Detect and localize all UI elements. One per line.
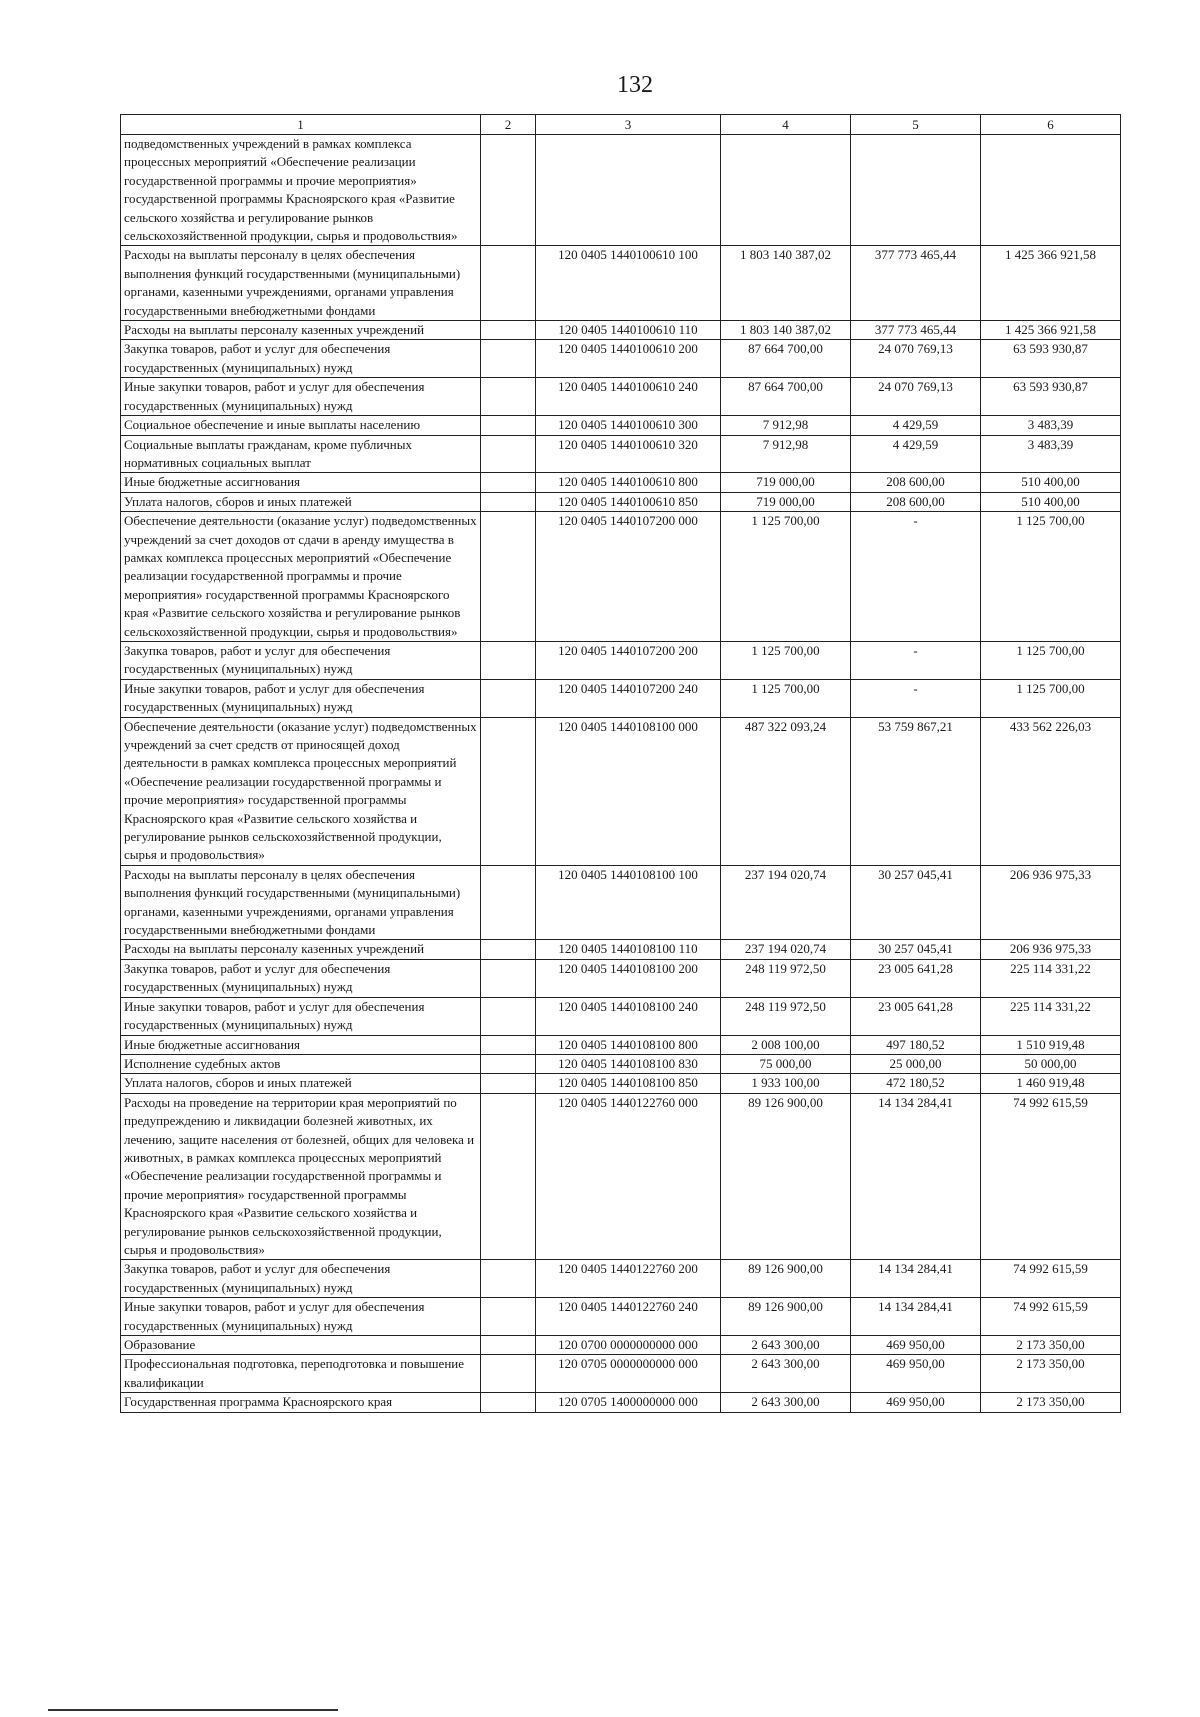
column-5-amount-cell: - (851, 641, 981, 679)
budget-code-cell: 120 0405 1440100610 200 (536, 340, 721, 378)
column-6-amount-cell: 2 173 350,00 (981, 1393, 1121, 1412)
column-4-amount-cell: 237 194 020,74 (721, 865, 851, 940)
table-row (121, 246, 1121, 321)
column-header-1: 1 (121, 115, 481, 135)
column-header-6: 6 (981, 115, 1121, 135)
page-number: 132 (617, 72, 653, 98)
budget-code-cell: 120 0405 1440100610 240 (536, 378, 721, 416)
expense-name-cell: Обеспечение деятельности (оказание услуг) подведомственных учреждений за счет средств от приносящей доход деятельности в рамках комплекса процессных мероприятий «Обеспечение реализации государственной программы и прочие мероприятия» государственной программы Красноярского края «Развитие сельского хозяйства и регулирование рынков сельскохозяйственной продукции, сырья и продовольствия» (121, 717, 481, 865)
budget-code-cell: 120 0405 1440108100 850 (536, 1074, 721, 1093)
column-5-amount-cell: 208 600,00 (851, 473, 981, 492)
column-4-amount-cell: 7 912,98 (721, 435, 851, 473)
column-5-amount-cell: 472 180,52 (851, 1074, 981, 1093)
expense-name-cell: Образование (121, 1336, 481, 1355)
budget-code-cell: 120 0405 1440100610 850 (536, 492, 721, 511)
column-6-amount-cell: 74 992 615,59 (981, 1260, 1121, 1298)
column-6-amount-cell: 206 936 975,33 (981, 865, 1121, 940)
column-6-amount-cell: 225 114 331,22 (981, 997, 1121, 1035)
column-2-cell (481, 492, 536, 511)
column-2-cell (481, 246, 536, 321)
column-6-amount-cell: 433 562 226,03 (981, 717, 1121, 865)
table-row (121, 1074, 1121, 1093)
column-4-amount-cell: 237 194 020,74 (721, 940, 851, 959)
expense-name-cell: Закупка товаров, работ и услуг для обеспечения государственных (муниципальных) нужд (121, 340, 481, 378)
expense-name-cell: Закупка товаров, работ и услуг для обеспечения государственных (муниципальных) нужд (121, 959, 481, 997)
expense-name-cell: Расходы на выплаты персоналу в целях обеспечения выполнения функций государственными (муниципальными) органами, казенными учреждениями, органами управления государственными внебюджетными фондами (121, 865, 481, 940)
budget-code-cell: 120 0405 1440108100 100 (536, 865, 721, 940)
column-4-amount-cell: 1 803 140 387,02 (721, 321, 851, 340)
budget-code-cell: 120 0405 1440108100 240 (536, 997, 721, 1035)
column-5-amount-cell: - (851, 512, 981, 642)
column-header-4: 4 (721, 115, 851, 135)
column-4-amount-cell: 248 119 972,50 (721, 997, 851, 1035)
column-5-amount-cell: 377 773 465,44 (851, 246, 981, 321)
budget-code-cell: 120 0405 1440107200 000 (536, 512, 721, 642)
expense-name-cell: Уплата налогов, сборов и иных платежей (121, 1074, 481, 1093)
table-row (121, 135, 1121, 246)
column-2-cell (481, 1093, 536, 1260)
expense-name-cell: Профессиональная подготовка, переподготовка и повышение квалификации (121, 1355, 481, 1393)
column-4-amount-cell: 2 008 100,00 (721, 1035, 851, 1054)
column-5-amount-cell: 53 759 867,21 (851, 717, 981, 865)
expense-name-cell: Государственная программа Красноярского края (121, 1393, 481, 1412)
column-2-cell (481, 997, 536, 1035)
column-5-amount-cell: 469 950,00 (851, 1336, 981, 1355)
column-4-amount-cell: 89 126 900,00 (721, 1260, 851, 1298)
table-row (121, 473, 1121, 492)
column-2-cell (481, 1393, 536, 1412)
column-6-amount-cell: 510 400,00 (981, 473, 1121, 492)
table-row (121, 435, 1121, 473)
expense-name-cell: Социальное обеспечение и иные выплаты населению (121, 416, 481, 435)
column-5-amount-cell: 497 180,52 (851, 1035, 981, 1054)
table-row (121, 321, 1121, 340)
expense-name-cell: Расходы на выплаты персоналу казенных учреждений (121, 321, 481, 340)
budget-code-cell (536, 135, 721, 246)
column-5-amount-cell: - (851, 679, 981, 717)
budget-code-cell: 120 0405 1440100610 300 (536, 416, 721, 435)
column-header-3: 3 (536, 115, 721, 135)
column-5-amount-cell: 208 600,00 (851, 492, 981, 511)
expense-name-cell: Закупка товаров, работ и услуг для обеспечения государственных (муниципальных) нужд (121, 641, 481, 679)
column-5-amount-cell: 14 134 284,41 (851, 1093, 981, 1260)
table-row (121, 378, 1121, 416)
expense-name-cell: Иные бюджетные ассигнования (121, 1035, 481, 1054)
column-4-amount-cell: 1 125 700,00 (721, 512, 851, 642)
column-5-amount-cell: 14 134 284,41 (851, 1260, 981, 1298)
table-row (121, 1035, 1121, 1054)
budget-code-cell: 120 0405 1440100610 320 (536, 435, 721, 473)
column-5-amount-cell: 4 429,59 (851, 416, 981, 435)
column-2-cell (481, 940, 536, 959)
column-6-amount-cell: 1 125 700,00 (981, 512, 1121, 642)
table-row (121, 940, 1121, 959)
column-4-amount-cell: 487 322 093,24 (721, 717, 851, 865)
column-4-amount-cell: 1 803 140 387,02 (721, 246, 851, 321)
budget-code-cell: 120 0705 0000000000 000 (536, 1355, 721, 1393)
column-2-cell (481, 473, 536, 492)
column-5-amount-cell: 469 950,00 (851, 1355, 981, 1393)
table-row (121, 1260, 1121, 1298)
column-2-cell (481, 865, 536, 940)
expense-name-cell: Социальные выплаты гражданам, кроме публичных нормативных социальных выплат (121, 435, 481, 473)
table-body (121, 135, 1121, 1413)
column-2-cell (481, 340, 536, 378)
column-4-amount-cell: 7 912,98 (721, 416, 851, 435)
table-row (121, 641, 1121, 679)
expense-name-cell: Исполнение судебных актов (121, 1054, 481, 1073)
column-2-cell (481, 378, 536, 416)
expense-name-cell: Расходы на выплаты персоналу в целях обеспечения выполнения функций государственными (муниципальными) органами, казенными учреждениями, органами управления государственными внебюджетными фондами (121, 246, 481, 321)
column-6-amount-cell: 2 173 350,00 (981, 1355, 1121, 1393)
expense-name-cell: Иные закупки товаров, работ и услуг для обеспечения государственных (муниципальных) нужд (121, 1298, 481, 1336)
column-4-amount-cell: 89 126 900,00 (721, 1298, 851, 1336)
column-6-amount-cell: 225 114 331,22 (981, 959, 1121, 997)
column-4-amount-cell (721, 135, 851, 246)
column-6-amount-cell: 1 510 919,48 (981, 1035, 1121, 1054)
column-5-amount-cell: 377 773 465,44 (851, 321, 981, 340)
table-row (121, 416, 1121, 435)
column-number-row (121, 115, 1121, 135)
expense-name-cell: Уплата налогов, сборов и иных платежей (121, 492, 481, 511)
column-5-amount-cell: 14 134 284,41 (851, 1298, 981, 1336)
column-2-cell (481, 135, 536, 246)
budget-code-cell: 120 0405 1440108100 830 (536, 1054, 721, 1073)
column-4-amount-cell: 719 000,00 (721, 492, 851, 511)
column-4-amount-cell: 1 125 700,00 (721, 641, 851, 679)
budget-code-cell: 120 0405 1440100610 800 (536, 473, 721, 492)
column-4-amount-cell: 2 643 300,00 (721, 1393, 851, 1412)
column-5-amount-cell: 469 950,00 (851, 1393, 981, 1412)
budget-code-cell: 120 0405 1440107200 240 (536, 679, 721, 717)
column-6-amount-cell (981, 135, 1121, 246)
column-2-cell (481, 1074, 536, 1093)
column-6-amount-cell: 74 992 615,59 (981, 1093, 1121, 1260)
column-2-cell (481, 679, 536, 717)
budget-code-cell: 120 0700 0000000000 000 (536, 1336, 721, 1355)
column-6-amount-cell: 50 000,00 (981, 1054, 1121, 1073)
column-6-amount-cell: 1 425 366 921,58 (981, 321, 1121, 340)
table-row (121, 1393, 1121, 1412)
expense-name-cell: Расходы на проведение на территории края мероприятий по предупреждению и ликвидации болезней животных, их лечению, защите населения от болезней, общих для человека и животных, в рамках комплекса процессных мероприятий «Обеспечение реализации государственной программы и прочие мероприятия» государственной программы Красноярского края «Развитие сельского хозяйства и регулирование рынков сельскохозяйственной продукции, сырья и продовольствия» (121, 1093, 481, 1260)
column-6-amount-cell: 3 483,39 (981, 435, 1121, 473)
column-2-cell (481, 1260, 536, 1298)
budget-code-cell: 120 0405 1440122760 000 (536, 1093, 721, 1260)
column-2-cell (481, 416, 536, 435)
table-row (121, 959, 1121, 997)
column-2-cell (481, 641, 536, 679)
column-5-amount-cell: 25 000,00 (851, 1054, 981, 1073)
column-6-amount-cell: 510 400,00 (981, 492, 1121, 511)
expense-name-cell: Закупка товаров, работ и услуг для обеспечения государственных (муниципальных) нужд (121, 1260, 481, 1298)
column-5-amount-cell: 23 005 641,28 (851, 997, 981, 1035)
column-4-amount-cell: 2 643 300,00 (721, 1355, 851, 1393)
expense-name-cell: Иные закупки товаров, работ и услуг для обеспечения государственных (муниципальных) нужд (121, 679, 481, 717)
budget-code-cell: 120 0405 1440108100 000 (536, 717, 721, 865)
table-row (121, 679, 1121, 717)
column-5-amount-cell: 4 429,59 (851, 435, 981, 473)
column-6-amount-cell: 206 936 975,33 (981, 940, 1121, 959)
column-4-amount-cell: 87 664 700,00 (721, 340, 851, 378)
column-header-2: 2 (481, 115, 536, 135)
table-row (121, 997, 1121, 1035)
column-2-cell (481, 321, 536, 340)
expense-name-cell: Иные бюджетные ассигнования (121, 473, 481, 492)
column-6-amount-cell: 74 992 615,59 (981, 1298, 1121, 1336)
column-4-amount-cell: 2 643 300,00 (721, 1336, 851, 1355)
column-6-amount-cell: 2 173 350,00 (981, 1336, 1121, 1355)
column-2-cell (481, 1298, 536, 1336)
budget-code-cell: 120 0405 1440108100 200 (536, 959, 721, 997)
budget-execution-table (120, 114, 1121, 1413)
table-row (121, 1336, 1121, 1355)
column-5-amount-cell (851, 135, 981, 246)
expense-name-cell: Расходы на выплаты персоналу казенных учреждений (121, 940, 481, 959)
budget-code-cell: 120 0405 1440100610 100 (536, 246, 721, 321)
column-5-amount-cell: 23 005 641,28 (851, 959, 981, 997)
table-row (121, 1093, 1121, 1260)
column-2-cell (481, 1035, 536, 1054)
column-2-cell (481, 1054, 536, 1073)
column-5-amount-cell: 24 070 769,13 (851, 340, 981, 378)
bottom-rule (48, 1709, 338, 1711)
expense-name-cell: подведомственных учреждений в рамках комплекса процессных мероприятий «Обеспечение реализации государственной программы и прочие мероприятия» государственной программы Красноярского края «Развитие сельского хозяйства и регулирование рынков сельскохозяйственной продукции, сырья и продовольствия» (121, 135, 481, 246)
column-6-amount-cell: 1 460 919,48 (981, 1074, 1121, 1093)
column-4-amount-cell: 75 000,00 (721, 1054, 851, 1073)
column-2-cell (481, 959, 536, 997)
column-2-cell (481, 1355, 536, 1393)
column-2-cell (481, 1336, 536, 1355)
table-row (121, 1298, 1121, 1336)
budget-code-cell: 120 0405 1440122760 240 (536, 1298, 721, 1336)
column-6-amount-cell: 1 125 700,00 (981, 641, 1121, 679)
column-2-cell (481, 717, 536, 865)
column-2-cell (481, 512, 536, 642)
table-row (121, 492, 1121, 511)
budget-code-cell: 120 0405 1440100610 110 (536, 321, 721, 340)
column-5-amount-cell: 30 257 045,41 (851, 865, 981, 940)
table-row (121, 865, 1121, 940)
table-row (121, 717, 1121, 865)
column-6-amount-cell: 63 593 930,87 (981, 340, 1121, 378)
column-2-cell (481, 435, 536, 473)
column-header-5: 5 (851, 115, 981, 135)
table-row (121, 340, 1121, 378)
column-5-amount-cell: 24 070 769,13 (851, 378, 981, 416)
column-6-amount-cell: 1 425 366 921,58 (981, 246, 1121, 321)
column-4-amount-cell: 1 933 100,00 (721, 1074, 851, 1093)
column-4-amount-cell: 1 125 700,00 (721, 679, 851, 717)
column-6-amount-cell: 63 593 930,87 (981, 378, 1121, 416)
table-row (121, 1054, 1121, 1073)
budget-code-cell: 120 0405 1440108100 800 (536, 1035, 721, 1054)
budget-code-cell: 120 0405 1440108100 110 (536, 940, 721, 959)
table-row (121, 512, 1121, 642)
column-4-amount-cell: 719 000,00 (721, 473, 851, 492)
column-4-amount-cell: 87 664 700,00 (721, 378, 851, 416)
budget-code-cell: 120 0705 1400000000 000 (536, 1393, 721, 1412)
column-6-amount-cell: 3 483,39 (981, 416, 1121, 435)
budget-code-cell: 120 0405 1440107200 200 (536, 641, 721, 679)
expense-name-cell: Иные закупки товаров, работ и услуг для обеспечения государственных (муниципальных) нужд (121, 997, 481, 1035)
expense-name-cell: Иные закупки товаров, работ и услуг для обеспечения государственных (муниципальных) нужд (121, 378, 481, 416)
expense-name-cell: Обеспечение деятельности (оказание услуг) подведомственных учреждений за счет доходов от сдачи в аренду имущества в рамках комплекса процессных мероприятий «Обеспечение реализации государственной программы и прочие мероприятия» государственной программы Красноярского края «Развитие сельского хозяйства и регулирование рынков сельскохозяйственной продукции, сырья и продовольствия» (121, 512, 481, 642)
column-4-amount-cell: 248 119 972,50 (721, 959, 851, 997)
column-5-amount-cell: 30 257 045,41 (851, 940, 981, 959)
budget-code-cell: 120 0405 1440122760 200 (536, 1260, 721, 1298)
column-6-amount-cell: 1 125 700,00 (981, 679, 1121, 717)
column-4-amount-cell: 89 126 900,00 (721, 1093, 851, 1260)
table-row (121, 1355, 1121, 1393)
